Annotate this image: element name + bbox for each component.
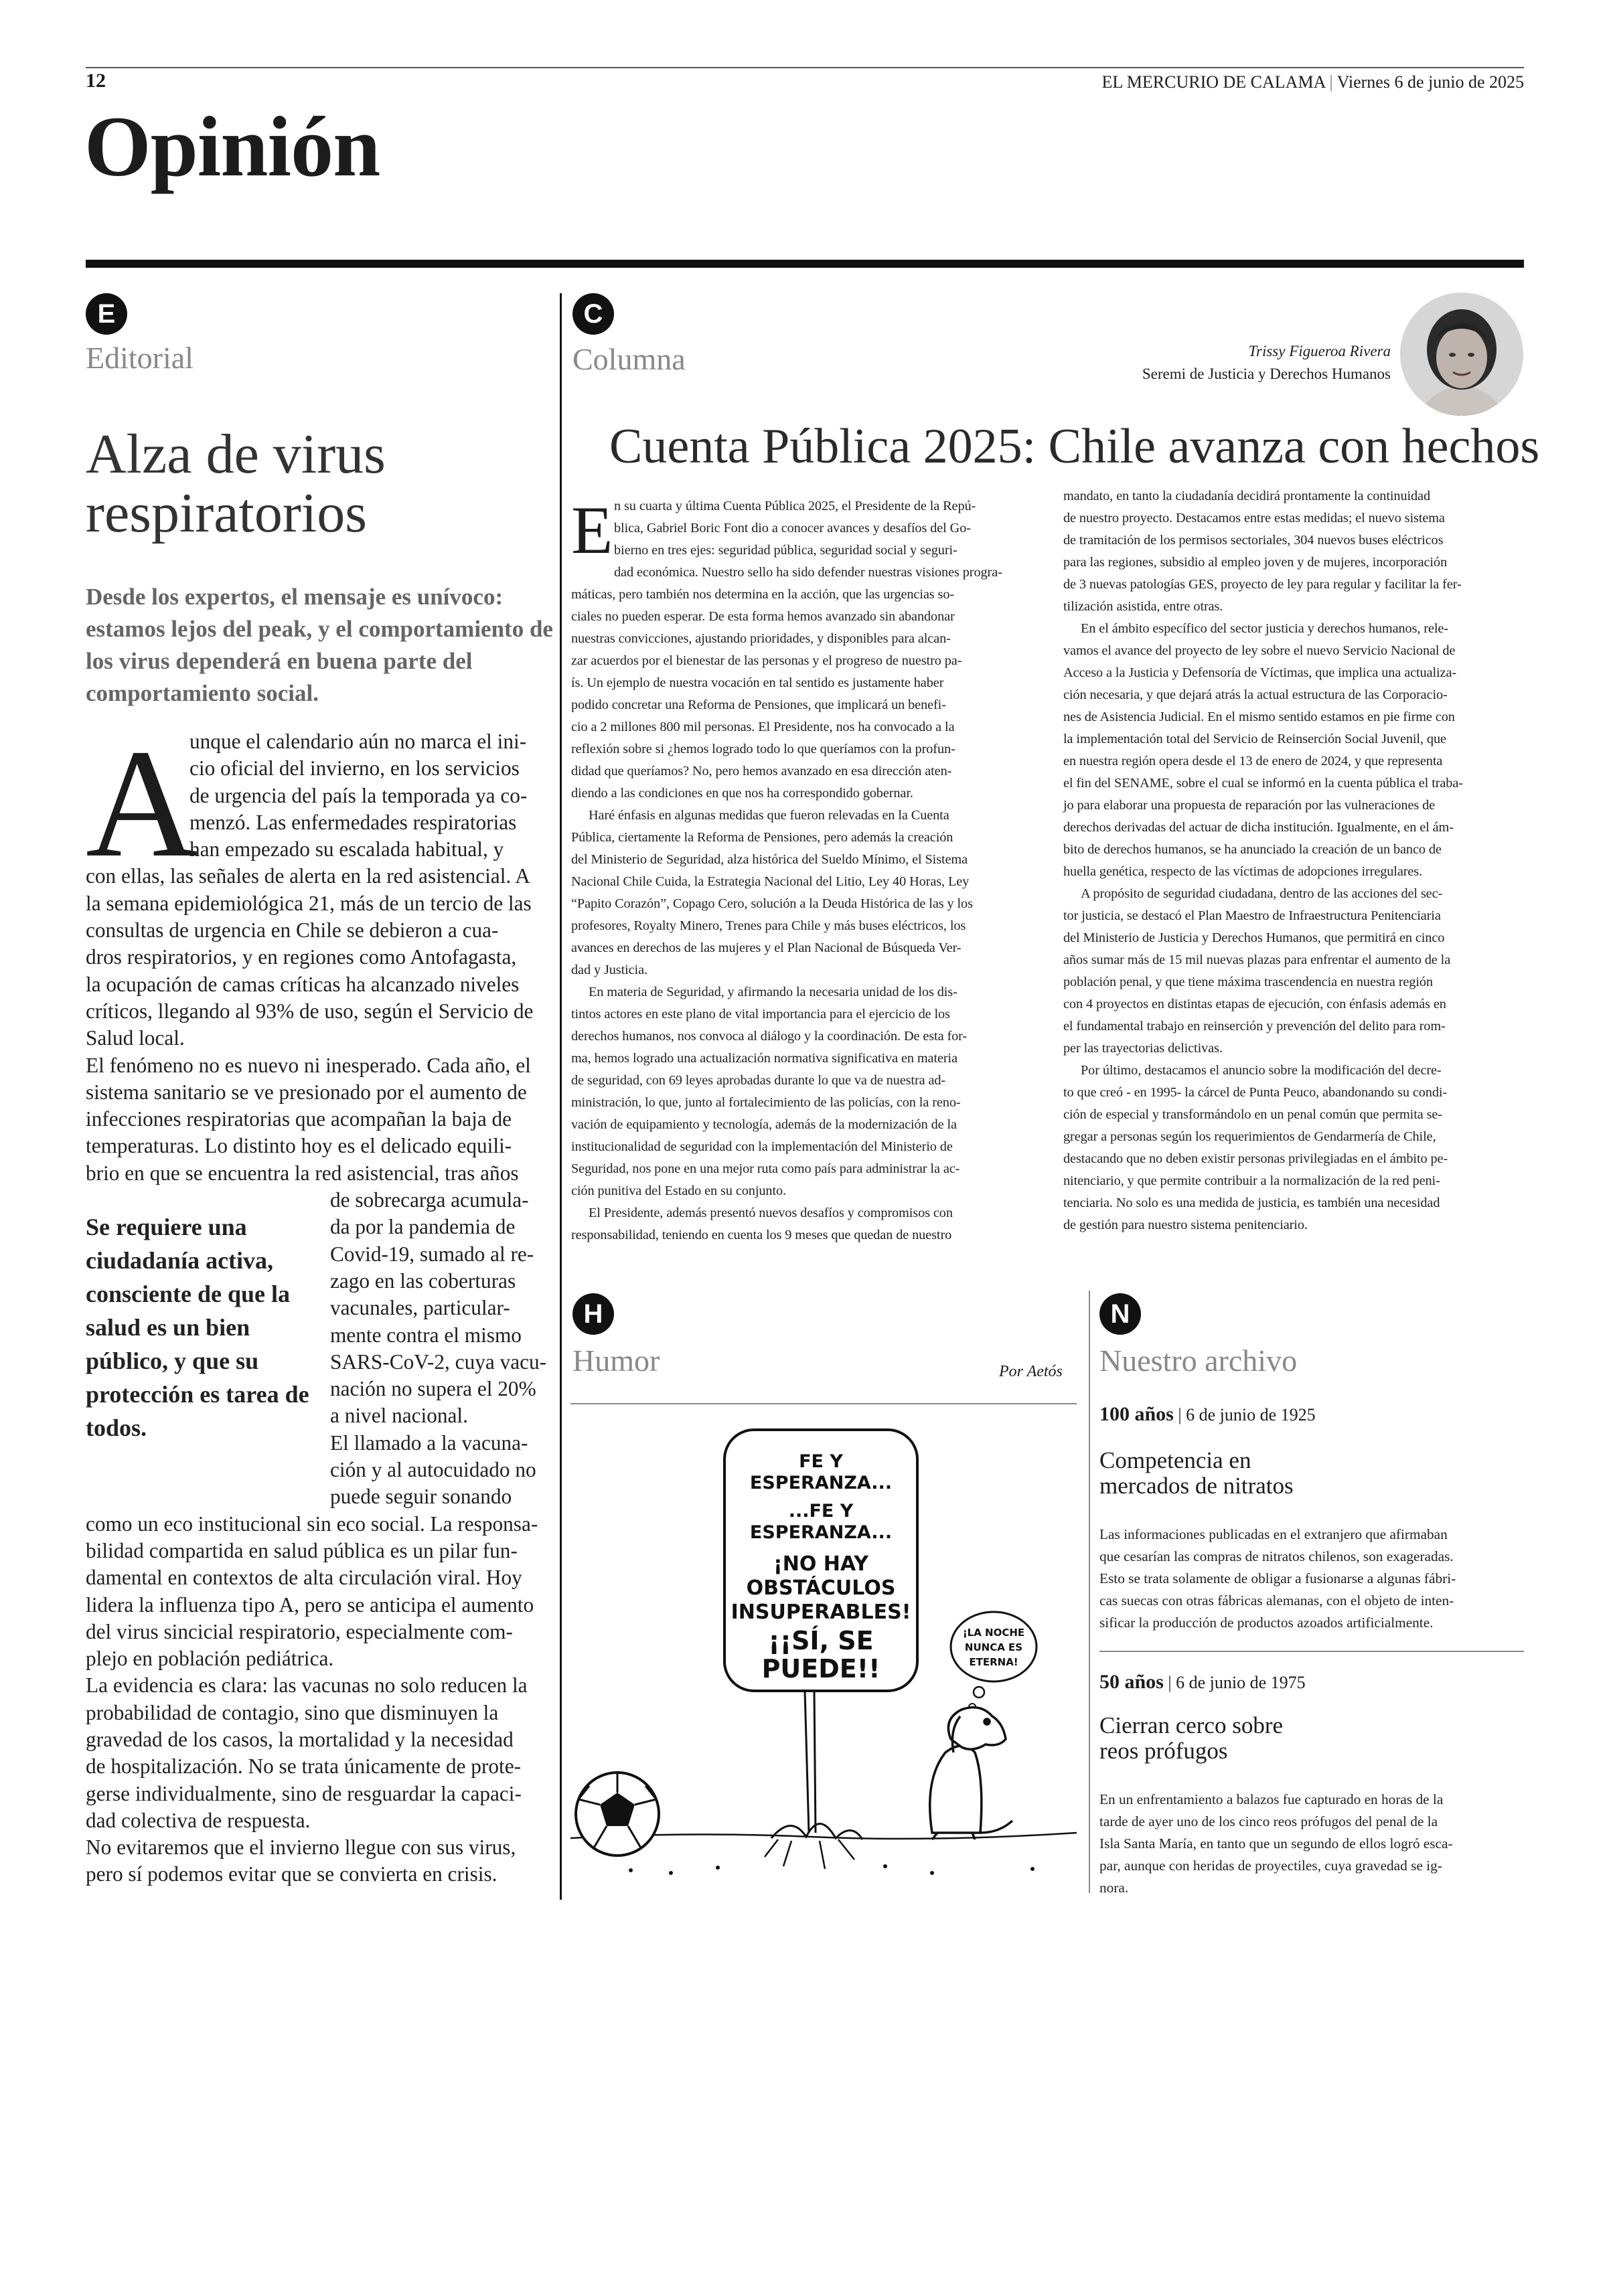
text-line: de 3 nuevas patologías GES, proyecto de ley para regular y facilitar la fer- [1063,577,1462,592]
text-line: tilización asistida, entre otras. [1063,599,1223,614]
column-divider [560,293,562,1900]
author-name: Trissy Figueroa Rivera [1248,343,1391,359]
speech-line: PUEDE!! [761,1654,881,1684]
speech-line: ...FE Y [788,1501,854,1522]
speech-line: FE Y [799,1451,843,1472]
text-line: Acceso a la Justicia y Defensoría de Víctimas, que implica una actualiza- [1063,665,1457,680]
text-line: Isla Santa María, en tanto que un segundo de ellos logró esca- [1099,1835,1453,1852]
text-line: jo para elaborar una propuesta de reparación por las vulneraciones de [1063,798,1436,813]
text-line: como un eco institucional sin eco social. La responsa- [86,1511,538,1536]
text-line: avances en derechos de las mujeres y el Plan Nacional de Búsqueda Ver- [571,940,962,955]
archive-item-date: 100 años | 6 de junio de 1925 [1099,1403,1316,1425]
editorial-headline [86,425,554,543]
thought-line: NUNCA ES [964,1641,1023,1653]
text-line: gerse individualmente, sino de resguardar la capaci- [86,1781,522,1805]
text-line: Covid-19, sumado al re- [330,1242,534,1266]
text-line: gravedad de los casos, la mortalidad y la necesidad [86,1727,514,1751]
text-line: dad y Justicia. [571,963,647,977]
text-line: de sobrecarga acumula- [330,1188,529,1212]
text-line: puede seguir sonando [330,1485,512,1509]
text-line: zar acuerdos por el bienestar de las personas y el progreso de nuestro pa- [571,653,962,668]
text-line: brio en que se encuentra la red asistencial, tras años [86,1161,519,1185]
archive-item-title [1099,1713,1283,1764]
title-line: Competencia en [1099,1447,1251,1473]
text-line: En materia de Seguridad, y afirmando la necesaria unidad de los dis- [589,985,958,999]
text-line: ma, hemos logrado una actualización normativa significativa en materia [571,1051,958,1066]
text-line: El llamado a la vacuna- [330,1430,528,1455]
column-body-left [571,495,1033,1246]
text-line: ción punitiva del Estado en su conjunto. [571,1183,787,1198]
text-line: han empezado su escalada habitual, y [189,837,504,862]
speech-line: OBSTÁCULOS [746,1576,896,1600]
headline-line: respiratorios [86,482,367,544]
text-line: Seguridad, nos pone en una mejor ruta como país para administrar la ac- [571,1161,960,1176]
text-line: ciales no pueden esperar. De esta forma hemos avanzado sin abandonar [571,609,955,624]
text-line: nes de Asistencia Judicial. En el mismo sentido estamos en pie firme con [1063,710,1455,724]
text-line: cas suecas con otras fábricas alemanas, con el objeto de inten- [1099,1592,1454,1609]
speech-line: ¡¡SÍ, SE [768,1626,874,1655]
text-line: da por la pandemia de [330,1215,516,1239]
text-line: de seguridad, con 69 leyes aprobadas durante lo que va de nuestra ad- [571,1073,946,1088]
text-line: bito de derechos humanos, se ha anunciado la creación de un banco de [1063,842,1442,857]
text-line: Las informaciones publicadas en el extranjero que afirmaban [1099,1526,1448,1542]
crack-lines [765,1839,854,1869]
text-line: bierno en tres ejes: seguridad pública, seguridad social y seguri- [614,543,958,558]
text-line: probabilidad de contagio, sino que disminuyen la [86,1700,499,1724]
dog-icon [930,1708,1012,1839]
text-line: con 4 proyectos en distintas etapas de ejecución, con énfasis además en [1063,997,1446,1011]
author-credit [1142,340,1391,386]
text-line: nuestras convicciones, ajustando prioridades, y disponibles para alcan- [571,631,951,646]
text-line: En un enfrentamiento a balazos fue capturado en horas de la [1099,1791,1444,1807]
text-line: pero sí podemos evitar que se convierta en crisis. [86,1862,498,1886]
text-line: cio oficial del invierno, en los servicios [189,756,520,781]
text-line: ción y al autocuidado no [330,1458,536,1482]
title-line: Cierran cerco sobre [1099,1712,1284,1738]
text-line: el fundamental trabajo en reinserción y prevención del delito para rom- [1063,1019,1446,1034]
text-line: máticas, pero también nos determina en la acción, que las urgencias so- [571,587,955,602]
archive-date: 6 de junio de 1975 [1176,1673,1306,1692]
text-line: a nivel nacional. [330,1404,468,1428]
text-line: derechos derivadas del actuar de dicha institución. Igualmente, en el ám- [1063,820,1454,835]
text-line: ción de especial y transformándolo en un penal común que permita se- [1063,1107,1442,1122]
text-line: de hospitalización. No se trata únicamente de prote- [86,1754,522,1779]
text-line: dros respiratorios, y en regiones como Antofagasta, [86,945,517,969]
text-line: infecciones respiratorias que acompañan la baja de [86,1107,512,1131]
text-line: con ellas, las señales de alerta en la red asistencial. A [86,864,530,888]
text-line: Esto se trata solamente de obligar a fusionarse a algunas fábri- [1099,1570,1456,1586]
archive-item-body [1099,1789,1524,1899]
text-line: el fin del SENAME, sobre el cual se informó en la cuenta pública el traba- [1063,776,1463,791]
text-line: lidera la influenza tipo A, pero se anticipa el aumento [86,1592,534,1617]
text-line: población penal, y que tiene máxima trascendencia en nuestra región [1063,975,1433,989]
archive-badge: N [1099,1293,1141,1335]
text-line: sificar la producción de productos azoados artificialmente. [1099,1615,1434,1631]
text-line: ción necesaria, y que dejará atrás la actual estructura de las Corporacio- [1063,687,1448,702]
column-drop-cap: E [571,493,613,568]
thought-text [963,1627,1024,1668]
text-line: to que creó - en 1995- la cárcel de Punta Peuco, abandonando su condi- [1063,1085,1448,1100]
text-line: nitenciario, y que permite contribuir a la normalización de la red peni- [1063,1173,1440,1188]
text-line: damental en contextos de alta circulación viral. Hoy [86,1566,522,1590]
text-line: la ocupación de camas críticas ha alcanzado niveles [86,972,520,996]
column-label: Columna [572,342,686,376]
text-line: tarde de ayer uno de los cinco reos prófugos del penal de la [1099,1813,1438,1829]
text-line: gregar a personas según los requerimientos de Gendarmería de Chile, [1063,1129,1436,1144]
section-title: Opinión [84,99,380,194]
text-line: blica, Gabriel Boric Font dio a conocer avances y desafíos del Go- [614,521,971,536]
text-line: de urgencia del país la temporada ya co- [189,783,528,807]
text-line: mandato, en tanto la ciudadanía decidirá prontamente la continuidad [1063,489,1431,503]
header-rule [86,67,1524,68]
text-line: tor justicia, se destacó el Plan Maestro de Infraestructura Penitenciaria [1063,908,1441,923]
archive-rule [1099,1651,1524,1652]
text-line: zago en las coberturas [330,1268,516,1293]
title-line: reos prófugos [1099,1738,1228,1764]
text-line: SARS-CoV-2, cuya vacu- [330,1349,547,1374]
humor-badge: H [572,1293,614,1335]
humor-label: Humor [572,1343,660,1378]
text-line: En el ámbito específico del sector justicia y derechos humanos, rele- [1081,621,1448,636]
text-line: ís. Un ejemplo de nuestra vocación en tal sentido es justamente haber [571,675,944,690]
archive-label: Nuestro archivo [1099,1343,1298,1378]
masthead: EL MERCURIO DE CALAMA | Viernes 6 de junio de 2025 [1101,72,1524,92]
column-body-right [1063,485,1524,1236]
text-line: institucionalidad de seguridad con la implementación del Ministerio de [571,1139,953,1154]
text-line: La evidencia es clara: las vacunas no solo reducen la [86,1673,528,1698]
balloon-stem [805,1691,816,1833]
thought-dot [974,1687,984,1698]
text-line: años sumar más de 15 mil nuevas plazas para enfrentar el aumento de la [1063,953,1451,967]
editorial-lead: Desde los expertos, el mensaje es unívoco: estamos lejos del peak, y el comportamiento de los virus dependerá en buena parte del comportamiento social. [86,584,553,706]
text-line: plejo en población pediátrica. [86,1647,334,1671]
archive-date: 6 de junio de 1925 [1186,1405,1316,1424]
editorial-label: Editorial [86,341,194,375]
text-line: para las regiones, subsidio al empleo joven y de mujeres, incorporación [1063,555,1447,570]
archive-years: 50 años [1099,1671,1164,1693]
text-line: responsabilidad, teniendo en cuenta los 9 meses que quedan de nuestro [571,1228,952,1242]
humor-byline: Por Aetós [999,1363,1063,1380]
speech-line: INSUPERABLES! [731,1601,911,1624]
text-line: que cesarían las compras de nitratos chilenos, son exageradas. [1099,1548,1454,1564]
speech-line: ¡NO HAY [773,1552,868,1576]
editorial-pull-quote: Se requiere una ciudadanía activa, consciente de que la salud es un bien público, y que su protección es tarea de todos. [86,1214,309,1441]
text-line: tintos actores en este plano de vital importancia para el ejercicio de los [571,1007,950,1021]
text-line: del virus sincicial respiratorio, especialmente com- [86,1619,513,1643]
text-line: Por último, destacamos el anuncio sobre la modificación del decre- [1081,1063,1442,1078]
speech-line: ESPERANZA... [749,1473,893,1493]
text-line: críticos, llegando al 93% de uso, según el Servicio de [86,999,534,1023]
speech-line: ESPERANZA... [749,1522,893,1543]
text-line: A propósito de seguridad ciudadana, dentro de las acciones del sec- [1081,886,1443,901]
section-divider [86,260,1524,268]
column-badge: C [572,293,614,335]
title-line: mercados de nitratos [1099,1473,1294,1499]
text-line: par, aunque con heridas de proyectiles, cuya gravedad se ig- [1099,1858,1442,1874]
editorial-badge: E [86,293,127,335]
text-line: temperaturas. Lo distinto hoy es el delicado equili- [86,1134,512,1158]
archive-years: 100 años [1099,1403,1174,1425]
text-line: bilidad compartida en salud pública es un pilar fun- [86,1538,518,1562]
column-headline: Cuenta Pública 2025: Chile avanza con hechos [609,419,1540,474]
text-line: diendo a las condiciones en que nos ha correspondido gobernar. [571,786,913,801]
text-line: “Papito Corazón”, Copago Cero, solución a la Deuda Histórica de las y los [571,896,973,911]
text-line: mente contra el mismo [330,1323,522,1347]
text-line: del Ministerio de Justicia y Derechos Humanos, que permitirá en cinco [1063,930,1445,945]
text-line: nora. [1099,1880,1129,1896]
text-line: El fenómeno no es nuevo ni inesperado. Cada año, el [86,1053,531,1077]
text-line: per las trayectorias delictivas. [1063,1041,1223,1056]
archive-item-date: 50 años | 6 de junio de 1975 [1099,1671,1306,1693]
text-line: unque el calendario aún no marca el ini- [189,730,527,753]
grass-dots [629,1864,1035,1875]
archive-item-body [1099,1524,1524,1634]
text-line: tenciaria. No solo es una medida de justicia, es también una necesidad [1063,1196,1440,1210]
soccer-ball-icon [576,1773,659,1856]
text-line: sistema sanitario se ve presionado por el aumento de [86,1080,527,1104]
text-line: de gestión para nuestro sistema penitenciario. [1063,1218,1308,1232]
archive-item-title [1099,1448,1294,1499]
text-line: huella genética, respecto de las víctimas de adopciones irregulares. [1063,864,1423,879]
text-line: la semana epidemiológica 21, más de un tercio de las [86,891,532,915]
text-line: consultas de urgencia en Chile se debieron a cua- [86,918,499,942]
page-number: 12 [86,70,106,92]
text-line: destacando que no deben existir personas privilegiadas en el ámbito pe- [1063,1151,1448,1166]
text-line: menzó. Las enfermedades respiratorias [189,810,517,834]
text-line: nación no supera el 20% [330,1377,536,1401]
text-line: en nuestra región opera desde el 13 de enero de 2024, y que representa [1063,754,1443,768]
text-line: Nacional Chile Cuida, la Estrategia Nacional del Litio, Ley 40 Horas, Ley [571,874,970,889]
text-line: El Presidente, además presentó nuevos desafíos y compromisos con [589,1206,953,1220]
thought-line: ETERNA! [969,1656,1018,1668]
author-role: Seremi de Justicia y Derechos Humanos [1142,365,1391,382]
text-line: ministración, lo que, junto al fortalecimiento de las policías, con la reno- [571,1095,961,1110]
editorial-drop-cap: A [86,718,198,890]
text-line: dad económica. Nuestro sello ha sido defender nuestras visiones progra- [614,565,1002,580]
publication-name: EL MERCURIO DE CALAMA [1101,72,1325,92]
text-line: Haré énfasis en algunas medidas que fueron relevadas en la Cuenta [589,808,949,823]
text-line: de tramitación de los permisos sectoriales, 304 nuevos buses eléctricos [1063,533,1444,548]
text-line: vamos el avance del proyecto de ley sobre el nuevo Servicio Nacional de [1063,643,1456,658]
text-line: vación de equipamiento y tecnología, además de la modernización de la [571,1117,957,1132]
text-line: podido concretar una Reforma de Pensiones, que implicará un benefi- [571,698,946,712]
text-line: n su cuarta y última Cuenta Pública 2025, el Presidente de la Repú- [614,499,976,513]
text-line: la implementación total del Servicio de Reinserción Social Juvenil, que [1063,732,1446,746]
thought-line: ¡LA NOCHE [962,1627,1025,1639]
text-line: cio a 2 millones 800 mil personas. El Presidente, nos ha convocado a la [571,720,955,734]
text-line: Salud local. [86,1026,185,1050]
author-photo [1399,292,1524,416]
text-line: de nuestro proyecto. Destacamos entre estas medidas; el nuevo sistema [1063,511,1445,525]
text-line: profesores, Royalty Minero, Trenes para Chile y más buses eléctricos, los [571,918,966,933]
text-line: reflexión sobre si ¿hemos logrado todo lo que queríamos con la profun- [571,742,955,756]
archive-divider [1089,1291,1090,1893]
text-line: Pública, ciertamente la Reforma de Pensiones, pero además la creación [571,830,953,845]
headline-line: Alza de virus [86,423,386,485]
issue-date: Viernes 6 de junio de 2025 [1336,72,1524,92]
text-line: didad que queríamos? No, pero hemos avanzado en esa dirección aten- [571,764,952,778]
text-line: dad colectiva de respuesta. [86,1808,311,1832]
text-line: del Ministerio de Seguridad, alza histórica del Sueldo Mínimo, el Sistema [571,852,968,867]
humor-cartoon [570,1404,1077,1888]
text-line: No evitaremos que el invierno llegue con sus virus, [86,1835,516,1860]
text-line: derechos humanos, nos convoca al diálogo y la coordinación. De esta for- [571,1029,968,1044]
text-line: vacunales, particular- [330,1296,510,1320]
editorial-body [86,718,548,1906]
